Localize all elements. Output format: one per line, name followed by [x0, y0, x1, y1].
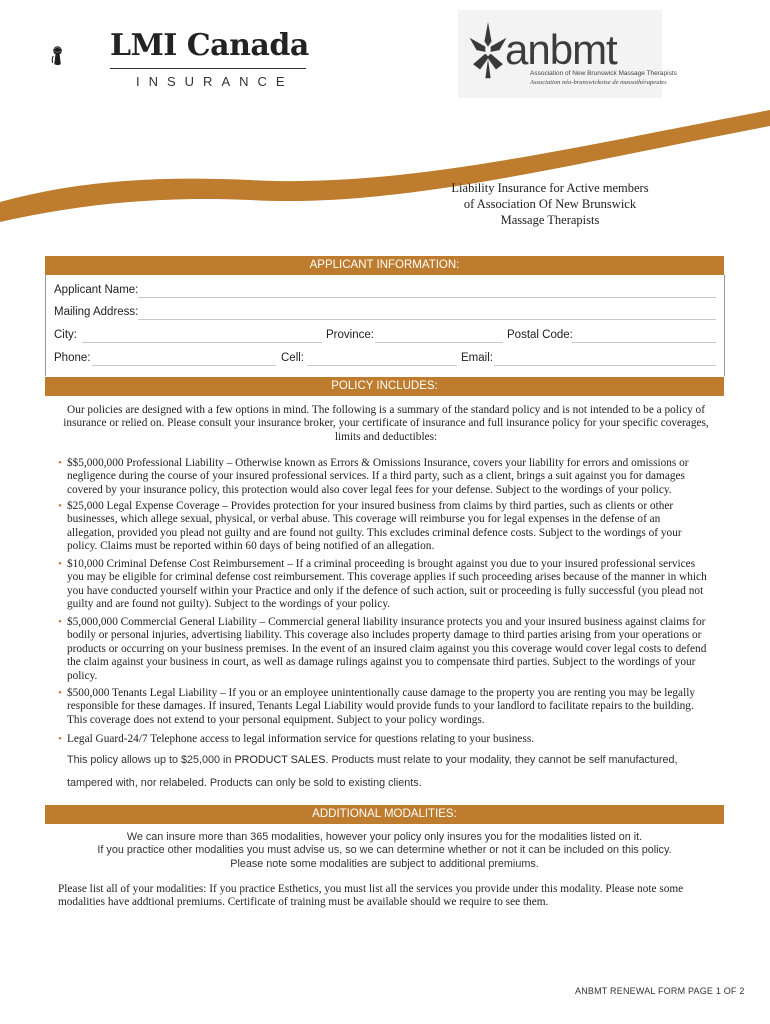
- product-sales-note-line2: tampered with, nor relabeled. Products can only be sold to existing clients.: [67, 777, 422, 789]
- applicant-name-field[interactable]: [138, 297, 716, 298]
- province-label: Province:: [326, 329, 374, 341]
- lmi-insurance-label: INSURANCE: [136, 74, 294, 89]
- product-sales-note: [67, 754, 717, 766]
- applicant-name-label: Applicant Name:: [54, 284, 139, 296]
- modalities-info-line: We can insure more than 365 modalities, however your policy only insures you for the modalities listed on it.: [126, 831, 643, 843]
- mailing-address-label: Mailing Address:: [54, 306, 139, 318]
- modalities-section-header: ADDITIONAL MODALITIES:: [45, 805, 724, 824]
- policy-bullet: [58, 616, 708, 683]
- intro-line: Massage Therapists: [500, 213, 600, 227]
- product-note-suffix: . Products must relate to your modality, they cannot be self manufactured,: [325, 754, 678, 766]
- policy-bullet: [58, 500, 708, 554]
- cell-field[interactable]: [307, 365, 457, 366]
- intro-heading: [440, 180, 660, 228]
- policy-bullet: [58, 687, 708, 727]
- phone-label: Phone:: [54, 352, 91, 364]
- anbmt-english-name: Association of New Brunswick Massage Therapists: [530, 70, 677, 77]
- intro-line: of Association Of New Brunswick: [463, 197, 637, 211]
- bullet-text: $500,000 Tenants Legal Liability – If you or an employee unintentionally cause damage to the property you are renting you may be legally responsible for these damages. If insured, Tenants Legal Liability would provide funds to your landlord to facilitate repairs to the building. This coverage does not extend to your personal equipment. Subject to your policy wordings.: [67, 687, 695, 726]
- product-note-prefix: This policy allows up to $25,000 in: [67, 754, 235, 766]
- bullet-dot: •: [58, 616, 62, 628]
- policy-bullet: [58, 457, 708, 497]
- city-label: City:: [54, 329, 77, 341]
- bullet-dot: •: [58, 558, 62, 570]
- city-field[interactable]: [82, 342, 322, 343]
- bullet-text: $$5,000,000 Professional Liability – Otherwise known as Errors & Omissions Insurance, covers your liability for errors and omissions or negligence during the course of your insured professional services. If a third party, such as a client, brings a suit against you for damages covered by your insurance policy, this protection would also cover legal fees for your defense. Subject to the wordings of your policy.: [67, 457, 689, 496]
- postal-code-field[interactable]: [572, 342, 716, 343]
- bullet-text: $5,000,000 Commercial General Liability – Commercial general liability insurance protects you and your insured business against claims for bodily or personal injuries, advertising liability. This coverage also includes property damage to third parties arising from your operations or products or occurring on your business premises. In the event of an insured claim against you this coverage would cover legal costs to defend the claim against your business in court, as well as damage rulings against you to compensate third parties. Subject to the wordings of your policy.: [67, 616, 707, 682]
- modalities-info-line: If you practice other modalities you must advise us, so we can determine whether or not it can be included on this policy.: [97, 844, 672, 857]
- modalities-info-line: Please note some modalities are subject to additional premiums.: [230, 857, 539, 870]
- bullet-text: Legal Guard-24/7 Telephone access to legal information service for questions relating to your business.: [67, 733, 535, 745]
- page-footer: ANBMT RENEWAL FORM PAGE 1 OF 2: [575, 986, 745, 996]
- postal-code-label: Postal Code:: [507, 329, 573, 341]
- bullet-dot: •: [58, 733, 62, 745]
- bullet-dot: •: [58, 500, 62, 512]
- lmi-rule: [110, 68, 306, 69]
- anbmt-leaf-icon: [466, 16, 510, 86]
- anbmt-wordmark: anbmt: [505, 26, 617, 73]
- lmi-brand-name: LMI Canada: [110, 28, 309, 63]
- email-field[interactable]: [494, 365, 716, 366]
- cell-label: Cell:: [281, 352, 305, 364]
- bullet-text: $25,000 Legal Expense Coverage – Provides protection for your insured business from claims by third parties, such as clients or other businesses, which allege sexual, physical, or verbal abuse. This coverage will reimburse you for legal expenses in the defense of an allegation, provided you plead not guilty and are found not guilty. This excludes criminal defence costs. Subject to the wordings of your policy. Claims must be reported within 60 days of being notified of an allegation.: [67, 500, 682, 553]
- policy-bullet: [58, 733, 708, 746]
- product-note-emphasis: PRODUCT SALES: [234, 754, 326, 766]
- modalities-info: [45, 831, 724, 871]
- bullet-dot: •: [58, 687, 62, 699]
- phone-field[interactable]: [92, 365, 276, 366]
- policy-intro: Our policies are designed with a few options in mind. The following is a summary of the standard policy and is not intended to be a policy of insurance or relied on. Please consult your insurance broker, your certificate of insurance and full insurance policy for your specific coverages, limits and deductibles:: [63, 404, 709, 443]
- intro-line: Liability Insurance for Active members: [451, 181, 649, 195]
- bullet-dot: •: [58, 457, 62, 469]
- modalities-list-request: Please list all of your modalities: If you practice Esthetics, you must list all the services you provide under this modality. Please note some modalities have addtional premiums. Certificate of training must be available should we require to see them.: [58, 883, 684, 909]
- policy-section-header: POLICY INCLUDES:: [45, 377, 724, 396]
- email-label: Email:: [461, 352, 493, 364]
- anbmt-french-name: Association néo-brunswickoise de massothérapeutes: [530, 79, 667, 86]
- mailing-address-field[interactable]: [138, 319, 716, 320]
- applicant-section-header: APPLICANT INFORMATION:: [45, 256, 724, 275]
- applicant-form-box: [45, 275, 725, 376]
- bullet-text: $10,000 Criminal Defense Cost Reimbursement – If a criminal proceeding is brought against you due to your insured professional services you may be eligible for criminal defense cost reimbursement. This coverage applies if such proceeding arises because of the manner in which you have conducted yourself within your Practice and only if the defence of such action, suit or proceeding is fully successful (you plead not guilty and are found not guilty). Subject to the wordings of your policy.: [67, 558, 707, 611]
- province-field[interactable]: [375, 342, 503, 343]
- policy-bullet: [58, 558, 708, 612]
